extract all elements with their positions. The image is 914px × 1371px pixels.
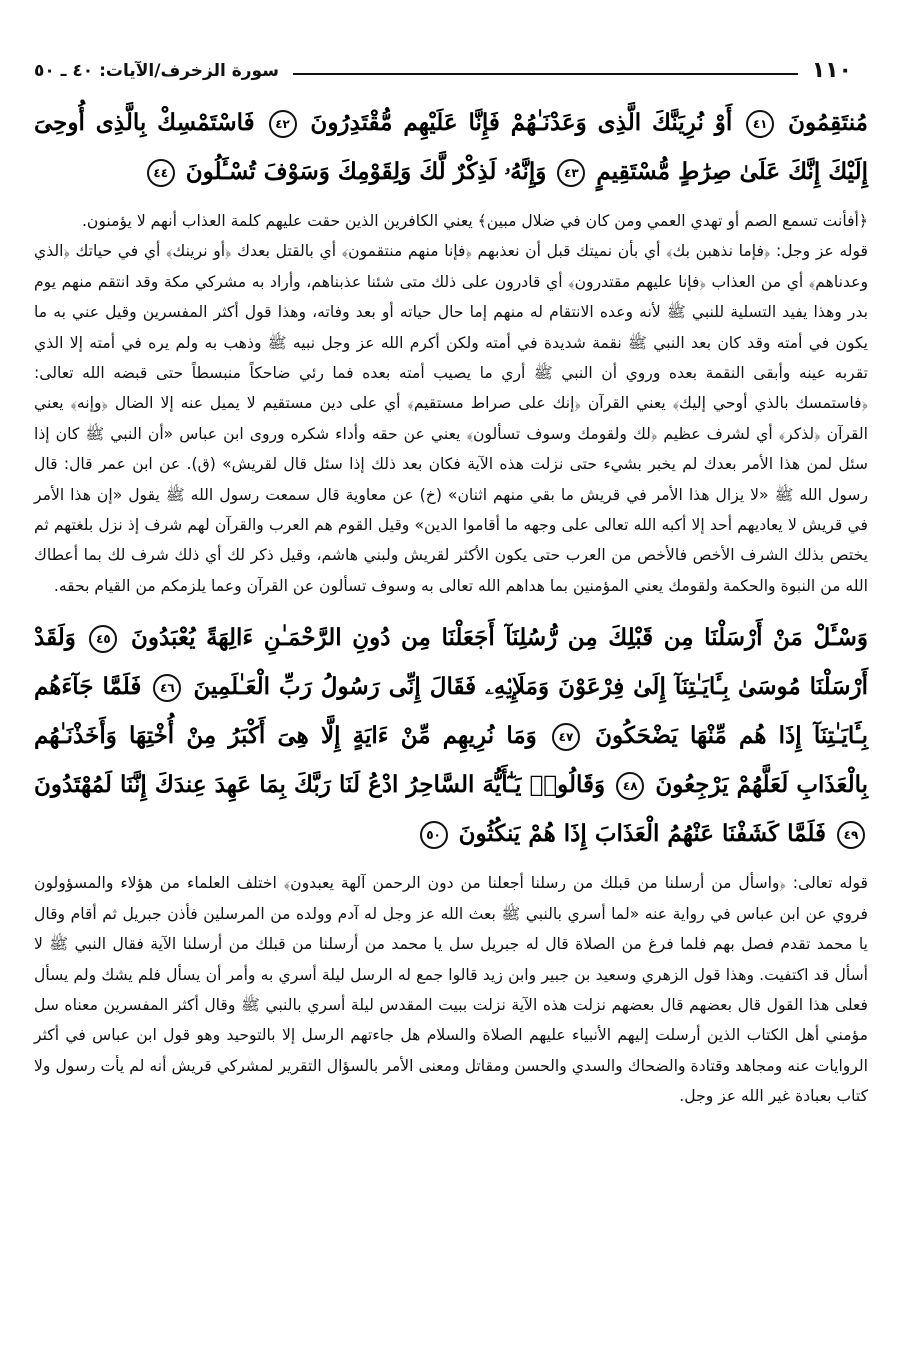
verse-text: مُنتَقِمُونَ (788, 109, 868, 136)
page-number: ١١٠ (811, 58, 852, 83)
verse-text: وَقَالُوا۟ يَـٰٓأَيُّهَ السَّاحِرُ ادْعُ لَنَا رَبَّكَ بِمَا عَهِدَ عِندَكَ إِنَّنَا لَمُهْتَدُونَ (34, 771, 606, 799)
ayah-number-marker: ٤٨ (616, 772, 644, 800)
ayah-number-marker: ٤٣ (557, 159, 585, 187)
page-header (34, 58, 852, 83)
ayah-number-marker: ٤٩ (837, 821, 865, 849)
ayah-number-marker: ٤٢ (269, 110, 297, 138)
verse-text: وَلَقَدْ أَرْسَلْنَا مُوسَىٰ بِـَٔايَـٰتِنَآ إِلَىٰ فِرْعَوْنَ وَمَلَإِي۟هِۦ فَقَالَ إِنِّى رَسُولُ رَبِّ الْعَـٰلَمِينَ (34, 624, 869, 701)
verse-text: فَاسْتَمْسِكْ بِالَّذِى أُوحِىَ إِلَيْكَ إِنَّكَ عَلَىٰ صِرَٰطٍ مُّسْتَقِيمٍ (34, 109, 868, 185)
ayah-number-marker: ٤٧ (552, 723, 580, 751)
verse-text: فَلَمَّا كَشَفْنَا عَنْهُمُ الْعَذَابَ إِذَا هُمْ يَنكُثُونَ (458, 820, 826, 848)
verse-text: أَوْ نُرِيَنَّكَ الَّذِى وَعَدْنَـٰهُمْ فَإِنَّا عَلَيْهِم مُّقْتَدِرُونَ (310, 109, 733, 136)
ayah-number-marker: ٤١ (746, 110, 774, 138)
header-rule (293, 73, 798, 75)
ayah-number-marker: ٤٤ (147, 159, 175, 187)
verse-text: وَإِنَّهُۥ لَذِكْرٌ لَّكَ وَلِقَوْمِكَ وَسَوْفَ تُسْـَٔلُونَ (185, 158, 547, 185)
page-content (34, 98, 868, 1112)
verse-text: فَلَمَّا جَآءَهُم بِـَٔايَـٰتِنَآ إِذَا هُم مِّنْهَا يَضْحَكُونَ (34, 673, 869, 750)
tafsir-paragraph: قوله تعالى: ﴿واسأل من أرسلنا من قبلك من رسلنا أجعلنا من دون الرحمن آلهة يعبدون﴾ اختلف العلماء من هؤلاء والمسؤولون فروي عن ابن عباس في رواية عنه «لما أسري بالنبي ﷺ بعث الله عز وجل له آدم وولده من المرسلين فأذن جبريل ثم أقام وقال يا محمد تقدم فصل بهم فلما فرغ من الصلاة قال له جبريل سل يا محمد من أرسلنا من قبلك من أرسلنا الآية فقال النبي ﷺ لا أسأل قد اكتفيت. وهذا قول الزهري وسعيد بن جبير وابن زيد قالوا جمع له الرسل ليلة أسري به وأمر أن يسأل فلم يشك ولم يسأل فعلى هذا القول قال بعضهم قال بعضهم نزلت هذه الآية نزلت ببيت المقدس ليلة أسري بالنبي ﷺ وقال أكثر المفسرين معناه سل مؤمني أهل الكتاب الذين أرسلت إليهم الأنبياء عليهم الصلاة والسلام هل جاءتهم الرسل إلا بالتوحيد وهو قول ابن عباس في أكثر الروايات عنه ومجاهد وقتادة والضحاك والسدي والحسن ومقاتل ومعنى الأمر بالسؤال التقرير لمشركي قريش أنه لم يأت رسول ولا كتاب بعبادة غير الله عز وجل. (34, 874, 868, 1106)
quran-verses-block-1 (34, 98, 868, 196)
ayah-number-marker: ٤٦ (153, 674, 181, 702)
surah-verse-range: سورة الزخرف/الآيات: ٤٠ ـ ٥٠ (34, 60, 279, 81)
verse-text: وَمَا نُرِيهِم مِّنْ ءَايَةٍ إِلَّا هِىَ أَكْبَرُ مِنْ أُخْتِهَا وَأَخَذْنَـٰهُم بِالْعَذَابِ لَعَلَّهُمْ يَرْجِعُونَ (34, 722, 868, 799)
tafsir-paragraph: ﴿أفأنت تسمع الصم أو تهدي العمي ومن كان في ضلال مبين﴾ يعني الكافرين الذين حقت عليهم كلمة العذاب أنهم لا يؤمنون. (81, 212, 868, 230)
tafsir-paragraph: قوله عز وجل: ﴿فإما نذهبن بك﴾ أي بأن نميتك قبل أن نعذبهم ﴿فإنا منهم منتقمون﴾ أي بالقتل بعدك ﴿أو نرينك﴾ أي في حياتك ﴿الذي وعدناهم﴾ أي من العذاب ﴿فإنا عليهم مقتدرون﴾ أي قادرون على ذلك متى شئنا عذبناهم، وأراد به مشركي مكة وقد انتقم منهم يوم بدر وهذا يفيد التسلية للنبي ﷺ لأنه وعده الانتقام له منهم إما حال حياته أو بعد وفاته، وهذا قول أكثر المفسرين وقيل عني به ما يكون في أمته وقد كان بعد النبي ﷺ نقمة شديدة في أمته ولكن أكرم الله عز وجل نبيه ﷺ وذهب به ولم يره في أمته إلا الذي تقربه عينه وأبقى النقمة بعده وروي أن النبي ﷺ أري ما يصيب أمته بعده فما رئي ضاحكاً منبسطاً حتى قبضه الله تعالى: ﴿فاستمسك بالذي أوحي إليك﴾ يعني القرآن ﴿إنك على صراط مستقيم﴾ أي على دين مستقيم لا يميل عنه إلا الضال ﴿وإنه﴾ يعني القرآن ﴿لذكر﴾ أي لشرف عظيم ﴿لك ولقومك وسوف تسألون﴾ يعني عن حقه وأداء شكره وروى ابن عباس «أن النبي ﷺ كان إذا سئل لمن هذا الأمر بعدك لم يخبر بشيء حتى نزلت هذه الآية فكان بعد ذلك إذا سئل قال لقريش» (ق). عن ابن عمر قال: قال رسول الله ﷺ «لا يزال هذا الأمر في قريش ما بقي منهم اثنان» (خ) عن معاوية قال سمعت رسول الله ﷺ يقول «إن هذا الأمر في قريش لا يعاديهم أحد إلا أكبه الله تعالى على وجهه ما أقاموا الدين» وقيل القوم هم العرب والقرآن لهم شرف إذ نزل بلغتهم ثم يختص بذلك الشرف الأخص فالأخص من العرب حتى يكون الأكثر لقريش ولبني هاشم، وقيل ذكر لك أي ذلك شرف لك بما أعطاك الله من النبوة والحكمة ولقومك يعني المؤمنين بما هداهم الله تعالى به وسوف تسألون عن القرآن وعما يلزمكم من القيام بحقه. (34, 242, 868, 595)
ayah-number-marker: ٤٥ (89, 625, 117, 653)
quran-verses-block-2 (34, 613, 868, 858)
verse-text: وَسْـَٔلْ مَنْ أَرْسَلْنَا مِن قَبْلِكَ مِن رُّسُلِنَآ أَجَعَلْنَا مِن دُونِ الرَّحْمَـٰنِ ءَالِهَةً يُعْبَدُونَ (130, 624, 868, 652)
ayah-number-marker: ٥٠ (420, 821, 448, 849)
